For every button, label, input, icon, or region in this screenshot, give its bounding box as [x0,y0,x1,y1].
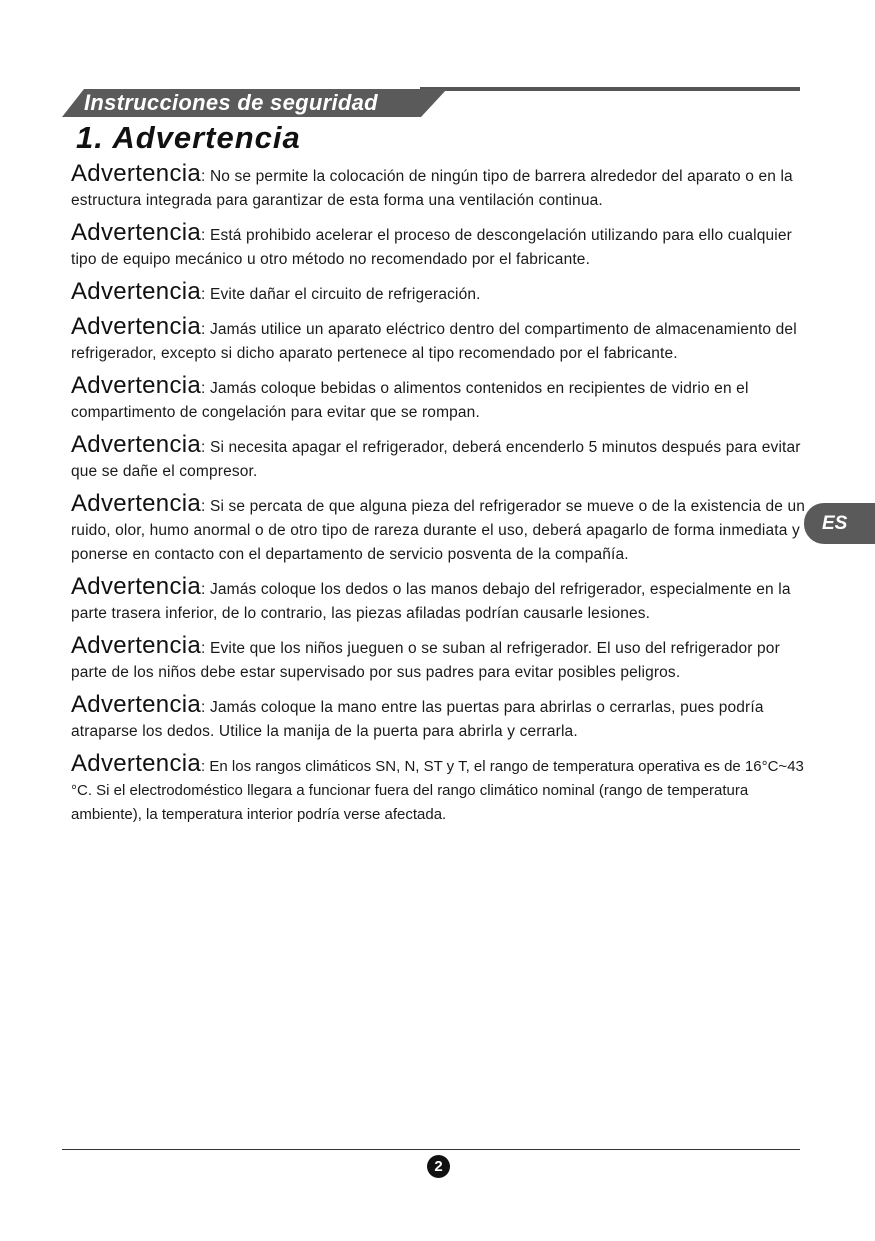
warning-label: Advertencia [71,750,202,777]
warning-label: Advertencia [71,372,202,399]
warning-item [71,315,806,366]
warning-label: Advertencia [71,632,202,659]
warning-item [71,280,806,307]
warning-label: Advertencia [71,573,202,600]
warning-text: : Jamás coloque bebidas o alimentos contenidos en recipientes de vidrio en el compartimento de congelación para evitar que se rompan. [71,380,749,421]
warning-label: Advertencia [71,431,202,458]
warning-item [71,492,806,567]
warning-item [71,752,806,827]
warning-item [71,634,806,685]
warnings-list [71,162,806,835]
warning-text: : Jamás utilice un aparato eléctrico dentro del compartimento de almacenamiento del refrigerador, excepto si dicho aparato pertenece al tipo recomendado por el fabricante. [71,321,797,362]
warning-text: : Si necesita apagar el refrigerador, deberá encenderlo 5 minutos después para evitar que se dañe el compresor. [71,439,801,480]
footer-rule [62,1149,800,1150]
warning-text: : Está prohibido acelerar el proceso de descongelación utilizando para ello cualquier tipo de equipo mecánico u otro método no recomendado por el fabricante. [71,227,792,268]
header-rule [420,87,800,91]
warning-label: Advertencia [71,490,202,517]
warning-text: : Evite que los niños jueguen o se suban al refrigerador. El uso del refrigerador por parte de los niños debe estar supervisado por sus padres para evitar posibles peligros. [71,640,780,681]
warning-item [71,221,806,272]
warning-text: : Evite dañar el circuito de refrigeración. [201,286,481,303]
warning-text: : No se permite la colocación de ningún tipo de barrera alrededor del aparato o en la estructura integrada para garantizar de esta forma una ventilación continua. [71,168,793,209]
warning-item [71,693,806,744]
warning-text: : Jamás coloque la mano entre las puertas para abrirlas o cerrarlas, pues podría atraparse los dedos. Utilice la manija de la puerta para abrirla y cerrarla. [71,699,764,740]
page-number-badge: 2 [427,1155,450,1178]
warning-label: Advertencia [71,160,202,187]
warning-label: Advertencia [71,278,202,305]
warning-text: : En los rangos climáticos SN, N, ST y T, el rango de temperatura operativa es de 16°C~43 °C. Si el electrodoméstico llegara a funcionar fuera del rango climático nominal (rango de temperatura ambiente), la temperatura interior podría verse afectada. [71,758,804,823]
warning-text: : Jamás coloque los dedos o las manos debajo del refrigerador, especialmente en la parte trasera inferior, de lo contrario, las piezas afiladas podrían causarle lesiones. [71,581,791,622]
language-tab-label: ES [822,513,848,534]
warning-item [71,433,806,484]
warning-text: : Si se percata de que alguna pieza del refrigerador se mueve o de la existencia de un ruido, olor, humo anormal o de otro tipo de rareza durante el uso, deberá apagarlo de forma inmediata y ponerse en contacto con el departamento de servicio posventa de la compañía. [71,498,806,563]
section-banner-label: Instrucciones de seguridad [84,90,378,115]
warning-label: Advertencia [71,313,202,340]
page-title: 1. Advertencia [76,120,301,155]
warning-item [71,162,806,213]
warning-item [71,374,806,425]
warning-label: Advertencia [71,691,202,718]
warning-label: Advertencia [71,219,202,246]
warning-item [71,575,806,626]
